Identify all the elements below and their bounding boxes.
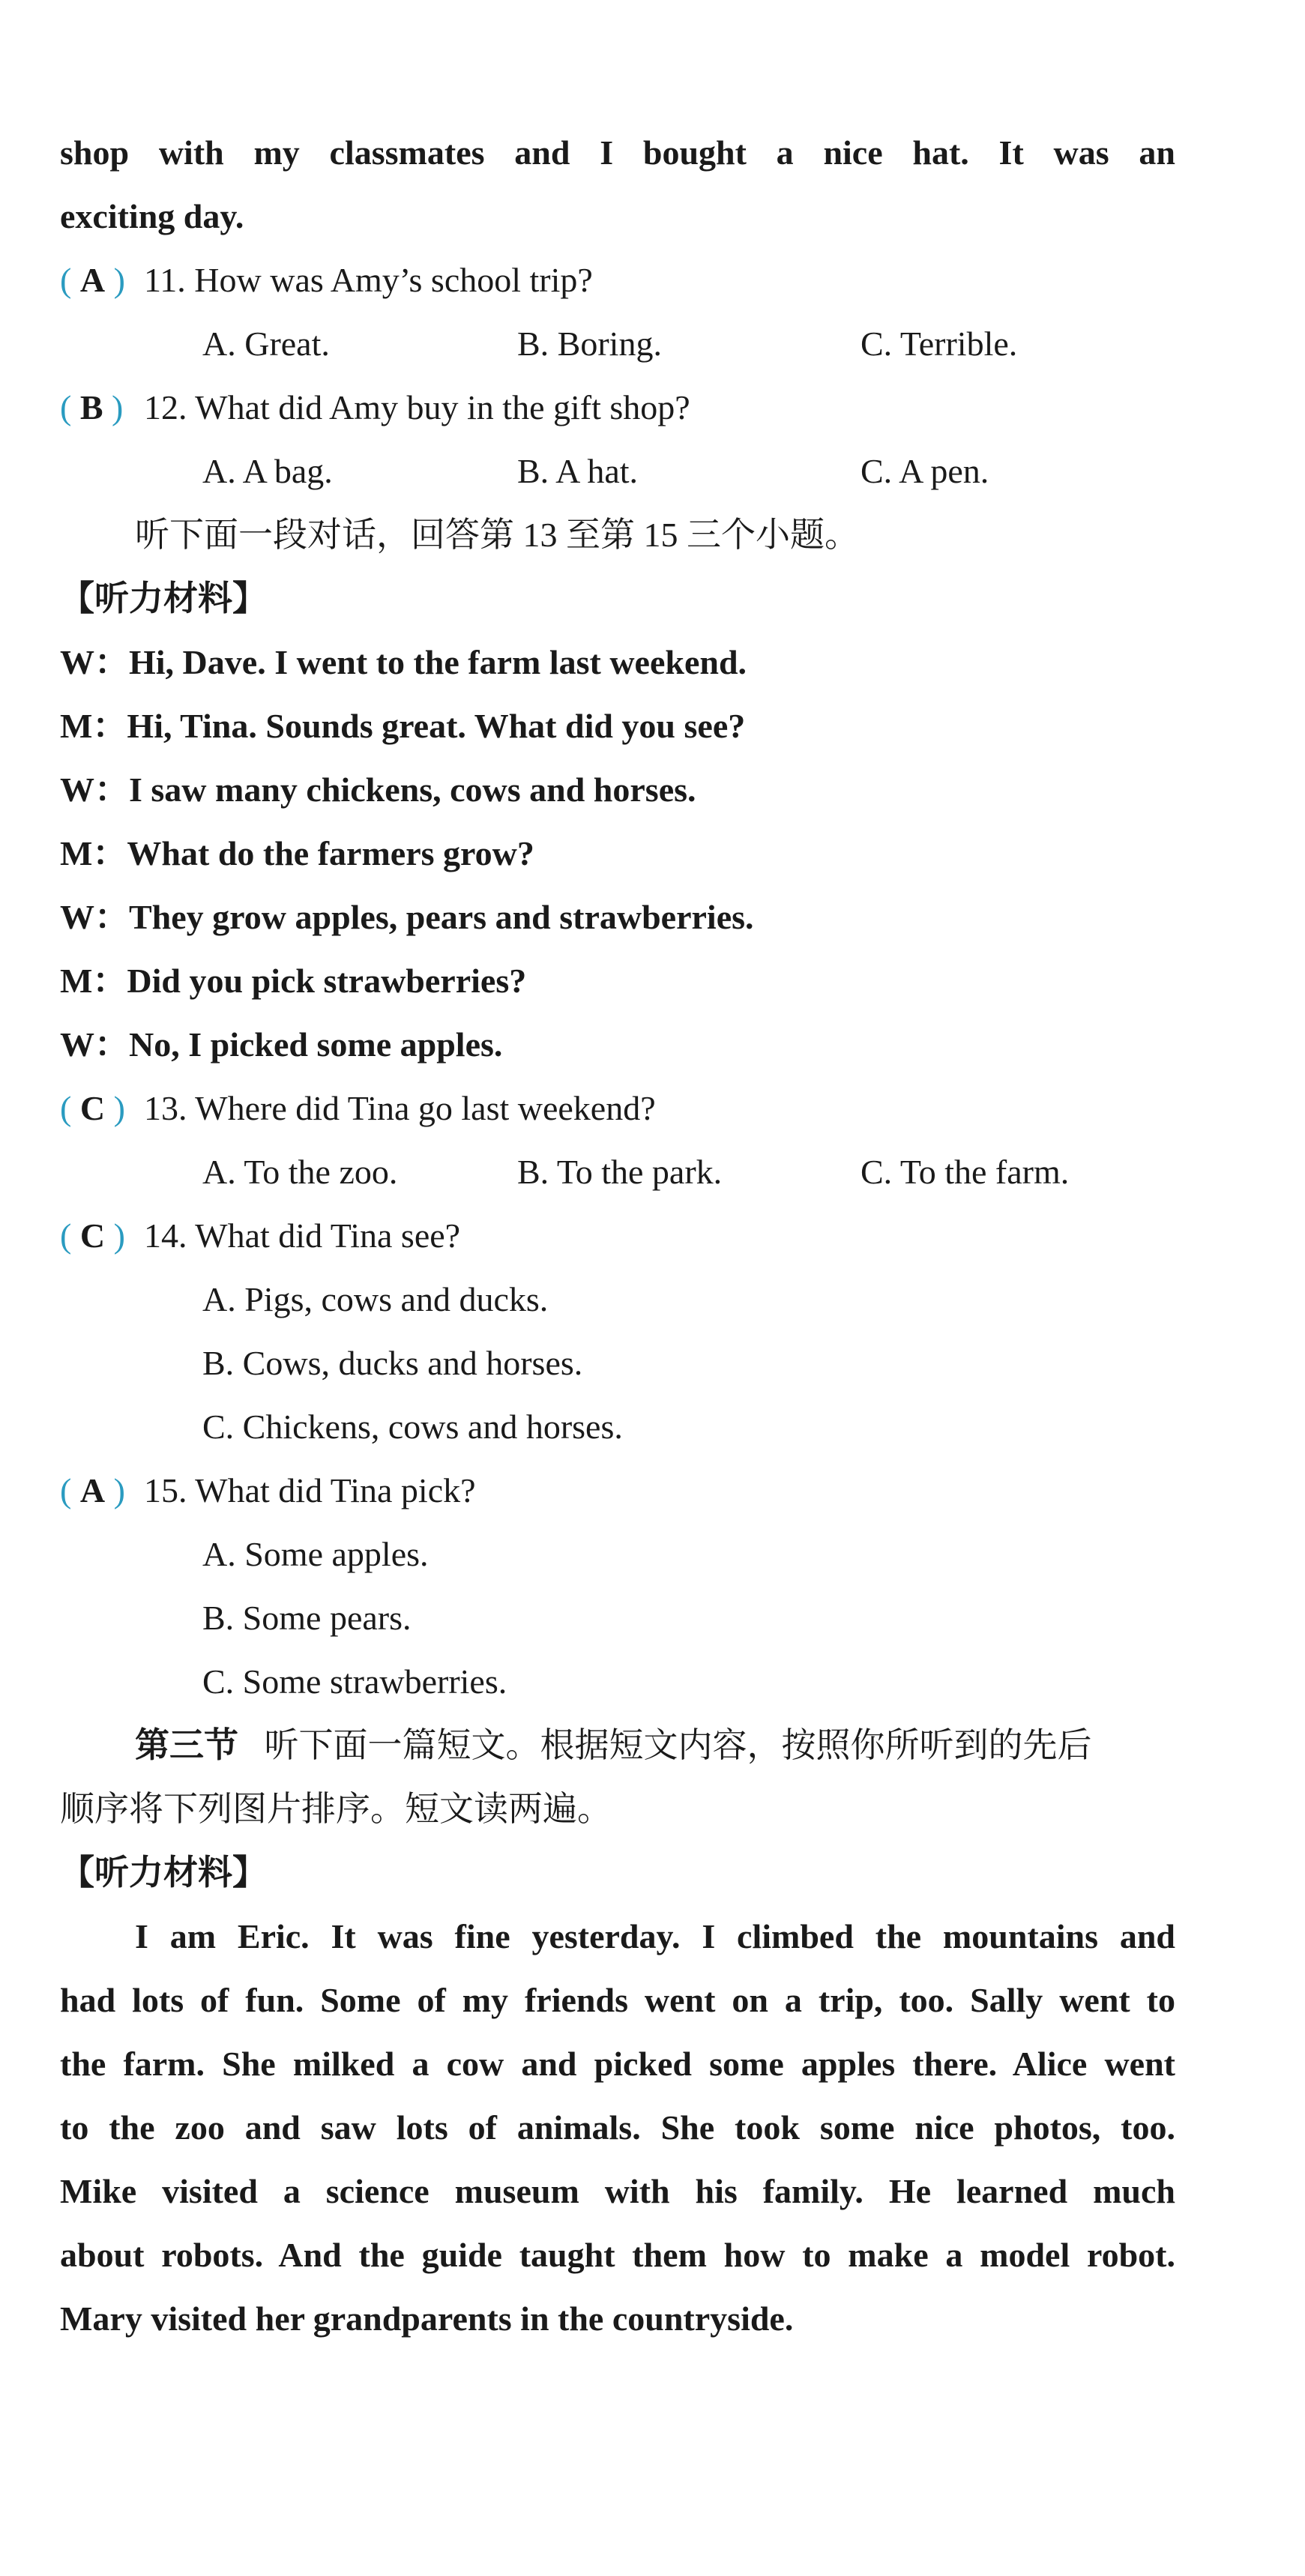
option-b: B. A hat.	[517, 452, 639, 490]
section-instruction-continued: 顺序将下列图片排序。短文读两遍。	[60, 1790, 612, 1828]
option-b: B. To the park.	[517, 1153, 723, 1191]
dialogue-line: W：I saw many chickens, cows and horses.	[60, 770, 696, 809]
speaker: M：	[60, 707, 127, 745]
question-text: 13. Where did Tina go last weekend?	[144, 1089, 656, 1127]
section-3-heading	[135, 1723, 1175, 1768]
question-text: 12. What did Amy buy in the gift shop?	[144, 388, 690, 426]
answer-box: ( B )	[60, 388, 124, 426]
dialogue-line: W：No, I picked some apples.	[60, 1025, 503, 1064]
question-text: 15. What did Tina pick?	[144, 1471, 476, 1509]
option-a: A. Some apples.	[202, 1535, 429, 1573]
speaker: W：	[60, 643, 129, 681]
option-c: C. Some strawberries.	[202, 1662, 507, 1701]
passage-line: the farm. She milked a cow and picked some apples there. Alice went	[60, 2045, 1175, 2083]
option-a: A. Pigs, cows and ducks.	[202, 1280, 549, 1318]
passage-line: Mary visited her grandparents in the countryside.	[60, 2299, 794, 2338]
question-13	[60, 1086, 1175, 1131]
option-a: A. A bag.	[202, 452, 333, 490]
option-b: B. Some pears.	[202, 1599, 412, 1637]
option-b: B. Boring.	[517, 325, 662, 363]
passage-line: I am Eric. It was fine yesterday. I climbed the mountains and	[135, 1917, 1175, 1955]
section-title: 第三节	[135, 1726, 238, 1764]
option-c: C. To the farm.	[861, 1153, 1070, 1191]
question-14	[60, 1213, 1175, 1258]
question-11	[60, 258, 1175, 303]
speaker: M：	[60, 834, 127, 872]
option-c: C. Chickens, cows and horses.	[202, 1408, 623, 1446]
answer-box: ( A )	[60, 261, 125, 299]
answer-box: ( C )	[60, 1089, 125, 1127]
option-c: C. A pen.	[861, 452, 989, 490]
option-a: A. Great.	[202, 325, 330, 363]
speaker: W：	[60, 898, 129, 936]
speaker: W：	[60, 1025, 129, 1064]
instruction: 听下面一段对话，回答第 13 至第 15 三个小题。	[135, 516, 859, 554]
passage-line: Mike visited a science museum with his family. He learned much	[60, 2172, 1175, 2210]
dialogue-line: M：Did you pick strawberries?	[60, 962, 527, 1000]
dialogue-line: W：Hi, Dave. I went to the farm last weekend.	[60, 643, 747, 681]
passage-line: had lots of fun. Some of my friends went on a trip, too. Sally went to	[60, 1981, 1175, 2019]
section-instruction: 听下面一篇短文。根据短文内容，按照你所听到的先后	[264, 1726, 1092, 1764]
dialogue-line: M：What do the farmers grow?	[60, 834, 534, 872]
passage-line: about robots. And the guide taught them how to make a model robot.	[60, 2236, 1175, 2274]
passage-line: exciting day.	[60, 197, 244, 235]
passage-line: to the zoo and saw lots of animals. She took some nice photos, too.	[60, 2108, 1175, 2147]
option-c: C. Terrible.	[861, 325, 1018, 363]
question-15	[60, 1468, 1175, 1513]
answer-box: ( A )	[60, 1471, 125, 1509]
question-text: 11. How was Amy’s school trip?	[144, 261, 593, 299]
dialogue-line: M：Hi, Tina. Sounds great. What did you see?	[60, 707, 746, 745]
material-label: 【听力材料】	[60, 579, 267, 618]
option-a: A. To the zoo.	[202, 1153, 398, 1191]
question-text: 14. What did Tina see?	[144, 1216, 461, 1255]
speaker: W：	[60, 770, 129, 809]
option-b: B. Cows, ducks and horses.	[202, 1344, 583, 1382]
question-12	[60, 385, 1175, 430]
answer-box: ( C )	[60, 1216, 125, 1255]
dialogue-line: W：They grow apples, pears and strawberries.	[60, 898, 754, 936]
speaker: M：	[60, 962, 127, 1000]
material-label: 【听力材料】	[60, 1853, 267, 1892]
passage-line: shop with my classmates and I bought a nice hat. It was an	[60, 133, 1175, 172]
